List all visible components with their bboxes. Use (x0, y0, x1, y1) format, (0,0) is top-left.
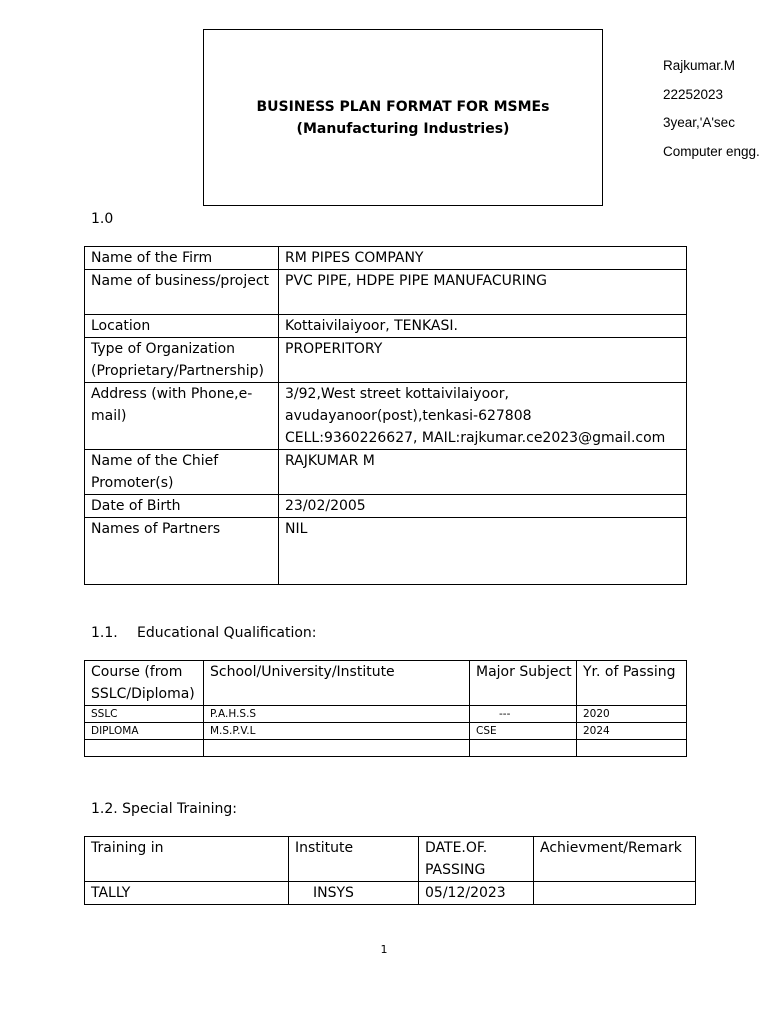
address-line: 3/92,West street kottaivilaiyoor, (285, 386, 509, 402)
row-label: Location (85, 315, 279, 338)
title-box (203, 29, 603, 206)
row-value: NIL (279, 518, 687, 585)
training-table (84, 836, 696, 905)
table-row (85, 495, 687, 518)
contact-line: CELL:9360226627, MAIL:rajkumar.ce2023@gmail.com (285, 430, 666, 446)
row-label: Name of the Chief Promoter(s) (85, 450, 279, 495)
table-cell: 05/12/2023 (419, 882, 534, 905)
table-row (85, 270, 687, 315)
table-row (85, 706, 687, 723)
student-name: Rajkumar.M (663, 58, 736, 73)
table-cell: INSYS (289, 882, 419, 905)
table-cell: 2020 (577, 706, 687, 723)
column-header: Major Subject (470, 661, 577, 706)
table-cell: CSE (470, 723, 577, 740)
section-number-1-0: 1.0 (91, 211, 114, 227)
table-cell: TALLY (85, 882, 289, 905)
table-cell (85, 740, 204, 757)
table-row (85, 315, 687, 338)
column-header: Institute (289, 837, 419, 882)
column-header: Training in (85, 837, 289, 882)
table-row (85, 247, 687, 270)
table-cell: P.A.H.S.S (204, 706, 470, 723)
column-header: School/University/Institute (204, 661, 470, 706)
table-cell: 2024 (577, 723, 687, 740)
row-value: 23/02/2005 (279, 495, 687, 518)
table-header-row (85, 837, 696, 882)
table-cell: DIPLOMA (85, 723, 204, 740)
column-header: Yr. of Passing (577, 661, 687, 706)
table-cell (534, 882, 696, 905)
column-header: Course (from SSLC/Diploma) (85, 661, 204, 706)
document-subtitle: (Manufacturing Industries) (296, 120, 510, 137)
table-cell: SSLC (85, 706, 204, 723)
student-info (663, 55, 760, 170)
column-header: Achievment/Remark (534, 837, 696, 882)
table-cell: M.S.P.V.L (204, 723, 470, 740)
table-header-row (85, 661, 687, 706)
table-row (85, 723, 687, 740)
table-row (85, 882, 696, 905)
row-value: PVC PIPE, HDPE PIPE MANUFACURING (279, 270, 687, 315)
row-value: PROPERITORY (279, 338, 687, 383)
table-row (85, 450, 687, 495)
section-heading-education (91, 622, 317, 644)
table-row (85, 383, 687, 450)
section-number: 1.1. (91, 625, 118, 641)
address-line: avudayanoor(post),tenkasi-627808 (285, 408, 532, 424)
section-heading-training: 1.2. Special Training: (91, 801, 238, 817)
firm-details-table (84, 246, 687, 585)
student-year-section: 3year,'A'sec (663, 115, 735, 131)
row-label: Names of Partners (85, 518, 279, 585)
column-header: DATE.OF. PASSING (419, 837, 534, 882)
row-value: RM PIPES COMPANY (279, 247, 687, 270)
row-value: RAJKUMAR M (279, 450, 687, 495)
table-row (85, 338, 687, 383)
table-row (85, 518, 687, 585)
row-value (279, 383, 687, 450)
row-label: Name of the Firm (85, 247, 279, 270)
document-title: BUSINESS PLAN FORMAT FOR MSMEs (256, 98, 550, 115)
table-cell (577, 740, 687, 757)
table-cell: --- (470, 706, 577, 723)
row-label: Name of business/project (85, 270, 279, 315)
table-cell (204, 740, 470, 757)
page-number: 1 (380, 943, 388, 956)
row-label: Date of Birth (85, 495, 279, 518)
table-row (85, 740, 687, 757)
student-reg-no: 22252023 (663, 86, 724, 102)
section-title: Educational Qualification: (137, 625, 317, 641)
table-cell (470, 740, 577, 757)
row-label: Address (with Phone,e-mail) (85, 383, 279, 450)
row-value: Kottaivilaiyoor, TENKASI. (279, 315, 687, 338)
education-table (84, 660, 687, 757)
row-label: Type of Organization (Proprietary/Partnership) (85, 338, 279, 383)
student-department: Computer engg. (663, 144, 760, 160)
